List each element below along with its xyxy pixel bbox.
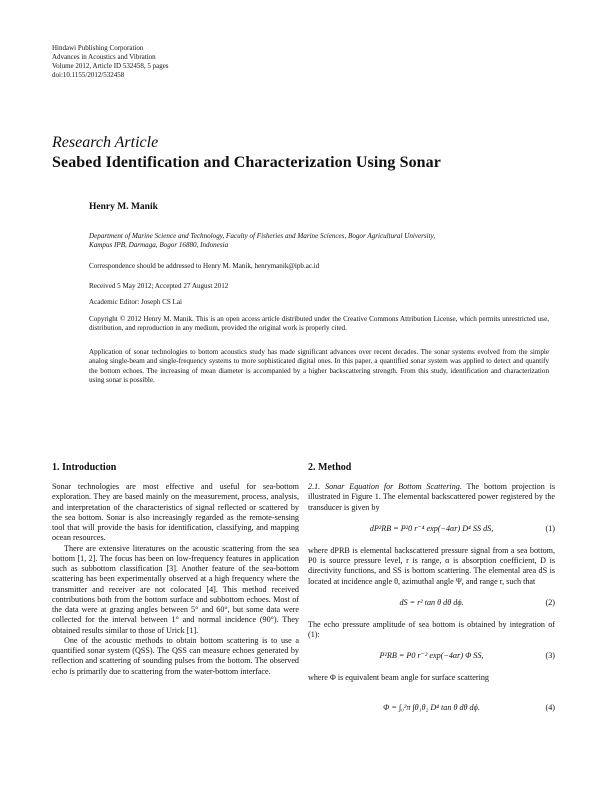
introduction-heading: 1. Introduction (52, 462, 117, 473)
equation-2-number: (2) (545, 597, 555, 607)
equation-2 (308, 596, 555, 610)
method-paragraph-3: The echo pressure amplitude of sea bottom is obtained by integration of (1): (308, 619, 555, 639)
left-column (52, 462, 299, 677)
equation-2-body: dS = r² tan θ dθ dϕ. (399, 597, 464, 607)
intro-paragraph-2: There are extensive literatures on the acoustic scattering from the sea bottom [1, 2]. The focus has been on low-frequency features in application such as subbottom classification [3]. Another feature of the sea-bottom scattering has been experimentally observed at a high frequency where the transmitter and receiver are not colocated [4]. This method received contributions both from the bottom surface and subbottom echoes. Most of the data were at grazing angles between 5° and 60°, but some data were collected for the interval between 1° and normal incidence (90°). They obtained results similar to those of Urick [1]. (52, 543, 299, 635)
equation-3 (308, 649, 555, 663)
correspondence: Correspondence should be addressed to Henry M. Manik, henrymanik@ipb.ac.id (89, 262, 320, 270)
equation-1 (308, 522, 555, 536)
article-type: Research Article (52, 134, 159, 151)
method-paragraph-1 (308, 482, 555, 513)
equation-4-body: Φ = ∫₀²π ∫θ₁θ₂ D⁴ tan θ dθ dϕ. (383, 702, 480, 712)
received-accepted-dates: Received 5 May 2012; Accepted 27 August 2012 (89, 282, 229, 290)
journal-header (52, 44, 169, 80)
method-paragraph-2: where dPRB is elemental backscattered pressure signal from a sea bottom, P0 is source pressure level, r is range, α is absorption coefficient, D is directivity functions, and SS is bottom scattering. The elemental area dS is located at incidence angle θ, azimuthal angle Ψ, and range r, such that (308, 545, 555, 586)
paper-title: Seabed Identification and Characterization Using Sonar (52, 154, 441, 171)
equation-4 (308, 694, 555, 722)
affiliation-line-2: Kampus IPB, Darmaga, Bogor 16880, Indonesia (89, 241, 229, 250)
right-column (308, 462, 555, 728)
volume-line: Volume 2012, Article ID 532458, 5 pages (52, 62, 169, 70)
equation-1-number: (1) (545, 523, 555, 533)
doi-line: doi:10.1155/2012/532458 (52, 71, 125, 79)
equation-3-body: P²RB = P0 r⁻² exp(−4αr) Φ SS, (379, 651, 484, 661)
affiliation-line-1: Department of Marine Science and Technology, Faculty of Fisheries and Marine Sciences, Bogor Agricultural University, (89, 232, 436, 240)
method-heading: 2. Method (308, 462, 352, 473)
method-paragraph-4: where Φ is equivalent beam angle for surface scattering (308, 673, 489, 683)
equation-1-body: dP²RB = P²0 r⁻⁴ exp(−4αr) D⁴ SS dS, (369, 523, 494, 533)
copyright-notice: Copyright © 2012 Henry M. Manik. This is an open access article distributed under the Creative Commons Attribution License, which permits unrestricted use, distribution, and reproduction in any medium, provided the original work is properly cited. (89, 315, 549, 333)
author-name: Henry M. Manik (89, 202, 158, 212)
journal-name: Advances in Acoustics and Vibration (52, 53, 156, 61)
affiliation (89, 232, 549, 251)
equation-3-number: (3) (545, 651, 555, 661)
equation-4-number: (4) (545, 702, 555, 712)
method-paragraph-1-text: The bottom projection is illustrated in Figure 1. The elemental backscattered power registered by the transducer is given by (308, 482, 555, 512)
method-subheading: 2.1. Sonar Equation for Bottom Scattering. (308, 482, 462, 491)
intro-paragraph-3: One of the acoustic methods to obtain bottom scattering is to use a quantified sonar system (QSS). The QSS can measure echoes generated by reflection and scattering of sounding pulses from the bottom. The observed echo is primarily due to scattering from the water-bottom interface. (52, 635, 299, 676)
intro-paragraph-1: Sonar technologies are most effective and useful for sea-bottom exploration. They are based mainly on the measurement, process, analysis, and interpretation of the characteristics of signal reflected or scattered by the sea bottom. Sonar is also increasingly regarded as the remote-sensing tool that will provide the basis for identification, classifying, and mapping ocean resources. (52, 482, 299, 543)
academic-editor: Academic Editor: Joseph CS Lai (89, 298, 182, 306)
abstract: Application of sonar technologies to bottom acoustics study has made significant advances over recent decades. The sonar systems evolved from the simple analog single-beam and single-frequency systems to more sophisticated digital ones. In this paper, a quantified sonar system was applied to detect and quantify the bottom echoes. The increasing of mean diameter is accompanied by a higher backscattering strength. From this study, identification and characterization using sonar is possible. (89, 348, 549, 384)
publisher-line: Hindawi Publishing Corporation (52, 44, 144, 52)
